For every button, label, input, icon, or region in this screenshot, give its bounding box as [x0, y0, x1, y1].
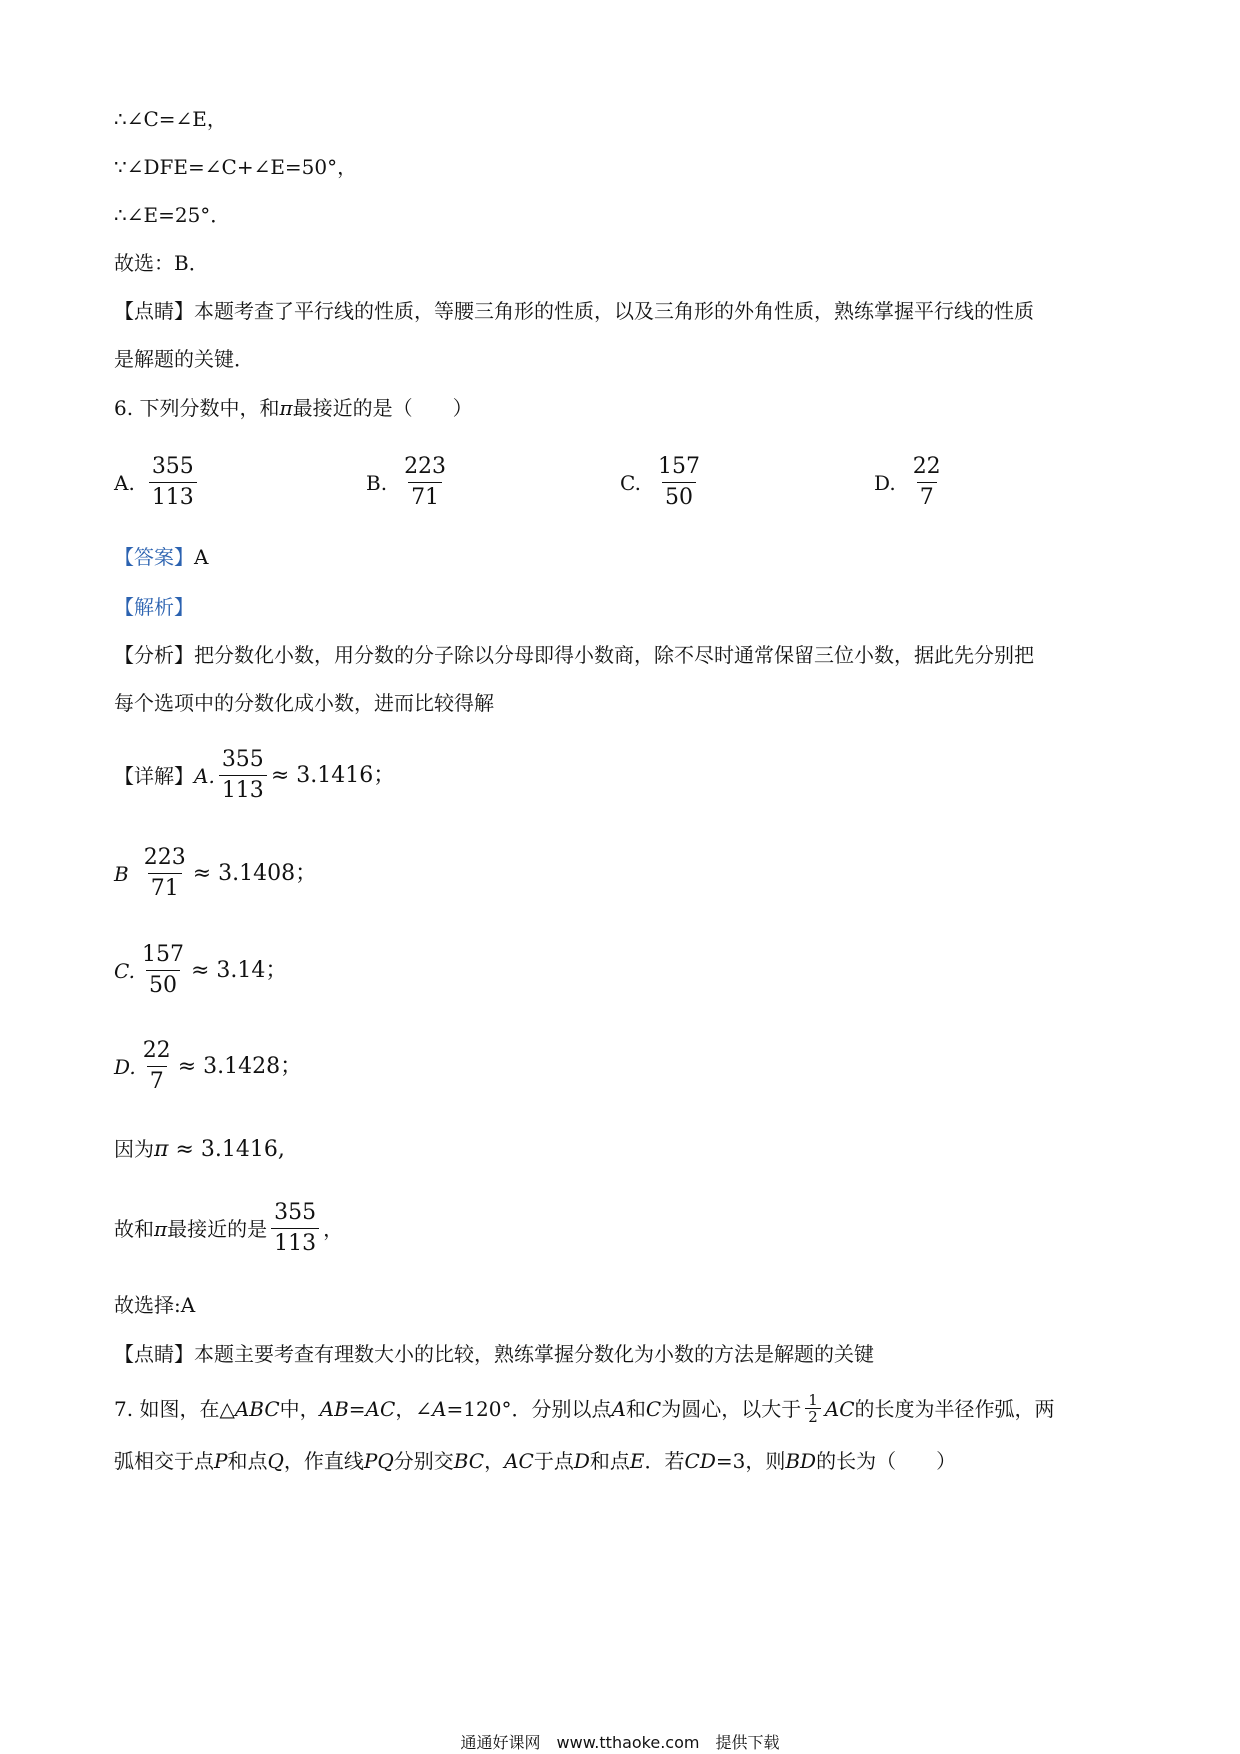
question-7-line-1: 7. 如图，在△ ABC 中， AB=AC ，∠ A =120°．分别以点 A 和 C 为圆心，以大于 $\frac{1}{2}$ AC 的长度为半径作弧，两	[114, 1391, 1055, 1426]
choice-line: 故选：B．	[114, 251, 209, 275]
option-d: D. $\frac{22}{7}$	[874, 452, 948, 513]
fraction: $\frac{22}{7}$	[910, 452, 944, 513]
dianjing-1	[114, 296, 1034, 326]
fraction: $\frac{355}{113}$	[219, 745, 267, 806]
answer-value: A	[194, 545, 209, 569]
fraction: $\frac{223}{71}$	[401, 452, 449, 513]
pi-symbol: π	[279, 396, 293, 420]
option-a: A. $\frac{355}{113}$	[114, 452, 201, 513]
dianjing-2: 【点睛】本题主要考查有理数大小的比较，熟练掌握分数化为小数的方法是解题的关键	[114, 1342, 874, 1366]
fenxi-line: 【分析】把分数化小数，用分数的分子除以分母即得小数商，除不尽时通常保留三位小数，据此先分别把	[114, 643, 1034, 667]
fraction: $\frac{22}{7}$	[140, 1036, 174, 1097]
fenxi-line-2: 每个选项中的分数化成小数，进而比较得解	[114, 691, 494, 715]
detail-step-a: 【详解】 A. $\frac{355}{113}$ ≈ 3.1416；	[114, 745, 395, 806]
detail-step-d: D. $\frac{22}{7}$ ≈ 3.1428；	[114, 1036, 302, 1097]
question-7-line-2: 弧相交于点P和点Q，作直线PQ分别交BC，AC于点D和点E．若CD=3，则BD的长为（ ）	[114, 1449, 957, 1473]
fraction: $\frac{355}{113}$	[271, 1198, 319, 1259]
dianjing-1-text: 本题考查了平行线的性质，等腰三角形的性质，以及三角形的外角性质，熟练掌握平行线的性质	[194, 299, 1034, 323]
fraction: $\frac{157}{50}$	[139, 940, 187, 1001]
pi-symbol: π	[154, 1216, 168, 1241]
option-c: C. $\frac{157}{50}$	[620, 452, 707, 513]
pi-symbol: π	[154, 1137, 169, 1162]
half-fraction: $\frac{1}{2}$	[805, 1392, 821, 1425]
proof-line-2: ∵∠DFE=∠C+∠E=50°，	[114, 155, 358, 179]
final-choice: 故选择:A	[114, 1293, 196, 1317]
detail-step-c: C. $\frac{157}{50}$ ≈ 3.14；	[114, 940, 287, 1001]
dianjing-1-label: 【点睛】	[114, 299, 194, 323]
dianjing-1-cont: 是解题的关键．	[114, 347, 254, 371]
conclusion-line: 故和 π 最接近的是 $\frac{355}{113}$ ，	[114, 1198, 343, 1259]
proof-line-3: ∴∠E=25°．	[114, 203, 231, 227]
option-b: B. $\frac{223}{71}$	[366, 452, 453, 513]
proof-line-1: ∴∠C=∠E，	[114, 107, 227, 131]
fraction: $\frac{223}{71}$	[141, 843, 189, 904]
detail-step-b: B $\frac{223}{71}$ ≈ 3.1408；	[114, 843, 317, 904]
because-line: 因为π ≈ 3.1416,	[114, 1137, 285, 1162]
fraction: $\frac{157}{50}$	[655, 452, 703, 513]
page-footer: 通通好课网 www.tthaoke.com 提供下载	[460, 1733, 780, 1752]
fraction: $\frac{355}{113}$	[149, 452, 197, 513]
answer-line	[114, 542, 208, 572]
jiexi-label: 【解析】	[114, 595, 194, 619]
answer-label: 【答案】	[114, 545, 194, 569]
question-6-stem: 6. 下列分数中，和π最接近的是（ ）	[114, 396, 473, 420]
